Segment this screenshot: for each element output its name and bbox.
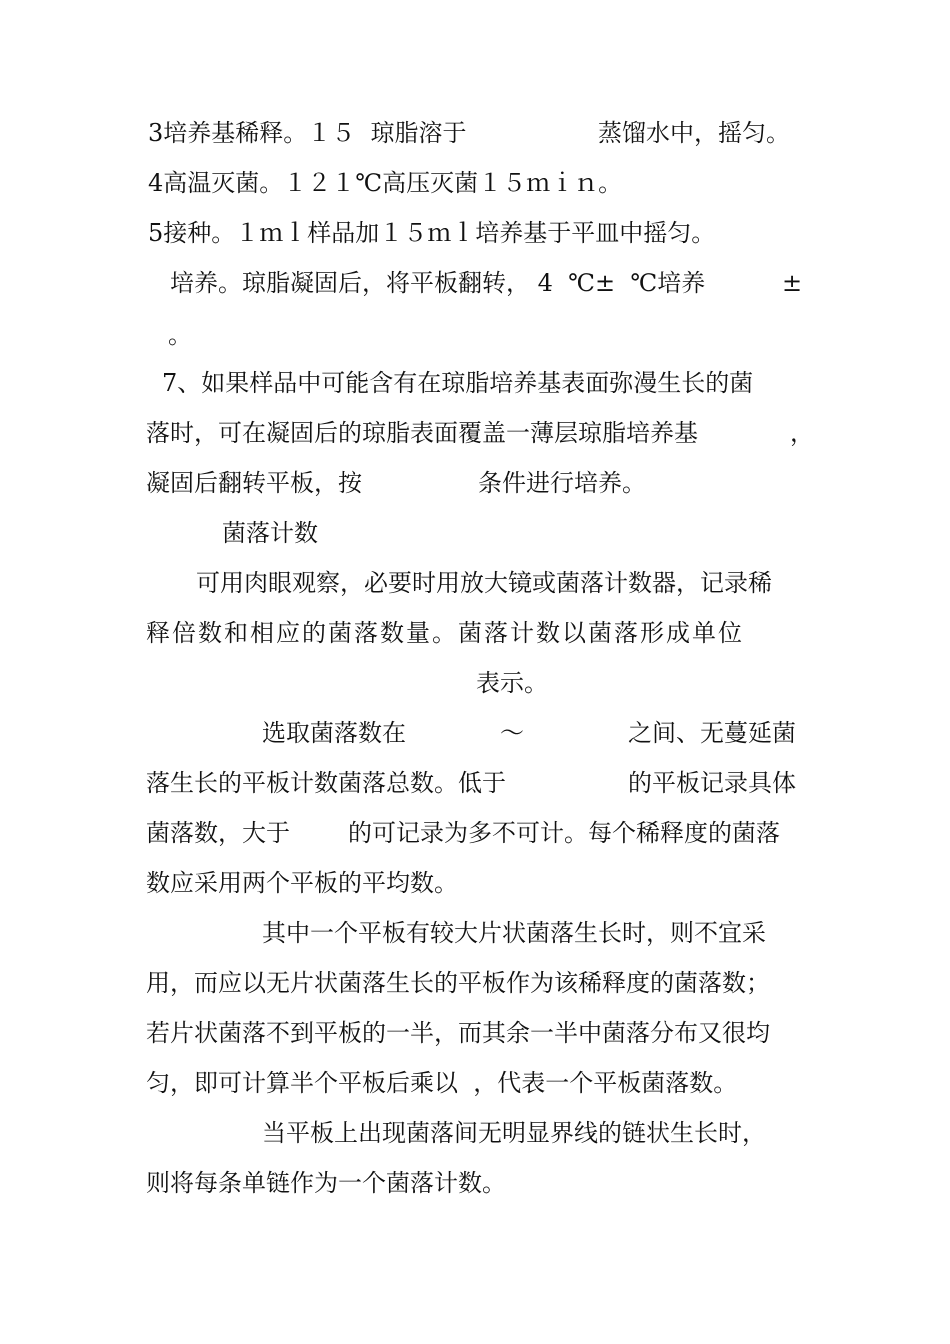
paragraph-line [0,768,796,798]
paragraph-line [0,1068,738,1098]
paragraph-line [0,268,803,298]
text-segment: 的可记录为多不可计。每个稀释度的菌落 [348,819,780,847]
text-segment: 凝固后翻转平板，按 [146,469,362,497]
text-segment: ， [790,419,814,447]
text-segment: 数应采用两个平板的平均数。 [146,869,458,897]
paragraph-line [0,218,716,248]
paragraph-line [0,418,814,448]
paragraph-line [0,918,766,948]
text-segment: 7、如果样品中可能含有在琼脂培养基表面弥漫生长的菌 [162,369,754,397]
text-segment: 菌落数，大于 [146,819,290,847]
text-segment: 则将每条单链作为一个菌落计数。 [146,1169,506,1197]
paragraph-line [0,118,790,148]
text-segment: 匀，即可计算半个平板后乘以 ，代表一个平板菌落数。 [146,1069,738,1097]
section-heading [0,518,318,548]
text-segment: 当平板上出现菌落间无明显界线的链状生长时， [262,1119,766,1147]
text-segment: 4高温灭菌。１２１℃高压灭菌１５ｍｉｎ。 [148,169,623,197]
paragraph-line [0,618,744,648]
paragraph-line [0,1118,766,1148]
paragraph-line [0,1168,506,1198]
text-segment: 释倍数和相应的菌落数量。菌落计数以菌落形成单位 [146,619,744,647]
text-segment: 其中一个平板有较大片状菌落生长时，则不宜采 [262,919,766,947]
text-segment: 表示。 [476,669,548,697]
paragraph-line [0,668,548,698]
text-segment: 蒸馏水中，摇匀。 [598,119,790,147]
paragraph-line [0,368,754,398]
text-segment: 可用肉眼观察，必要时用放大镜或菌落计数器，记录稀 [196,569,772,597]
paragraph-line [0,168,623,198]
paragraph-line [0,1018,770,1048]
paragraph-line [0,968,770,998]
text-segment: 用，而应以无片状菌落生长的平板作为该稀释度的菌落数； [146,969,770,997]
paragraph-line [0,718,796,748]
text-segment: 3培养基稀释。１５ 琼脂溶于 [148,119,467,147]
text-segment: 5接种。１ｍｌ样品加１５ｍｌ培养基于平皿中摇匀。 [148,219,716,247]
text-segment: 选取菌落数在 [262,719,406,747]
text-segment: 的平板记录具体 [628,769,796,797]
text-segment: 之间、无蔓延菌 [628,719,796,747]
paragraph-line [0,868,458,898]
text-segment: ± [782,269,803,297]
paragraph-line [0,818,780,848]
text-segment: 。 [168,321,192,349]
text-segment: 条件进行培养。 [478,469,646,497]
text-segment: ～ [500,719,524,747]
text-segment: 菌落计数 [222,519,318,547]
paragraph-line [0,468,646,498]
text-segment: 落时，可在凝固后的琼脂表面覆盖一薄层琼脂培养基 [146,419,698,447]
text-segment: 落生长的平板计数菌落总数。低于 [146,769,506,797]
text-segment: 若片状菌落不到平板的一半，而其余一半中菌落分布又很均 [146,1019,770,1047]
paragraph-line [0,320,192,350]
paragraph-line [0,568,772,598]
text-segment: 培养。琼脂凝固后，将平板翻转， 4 ℃± ℃培养 [170,269,706,297]
